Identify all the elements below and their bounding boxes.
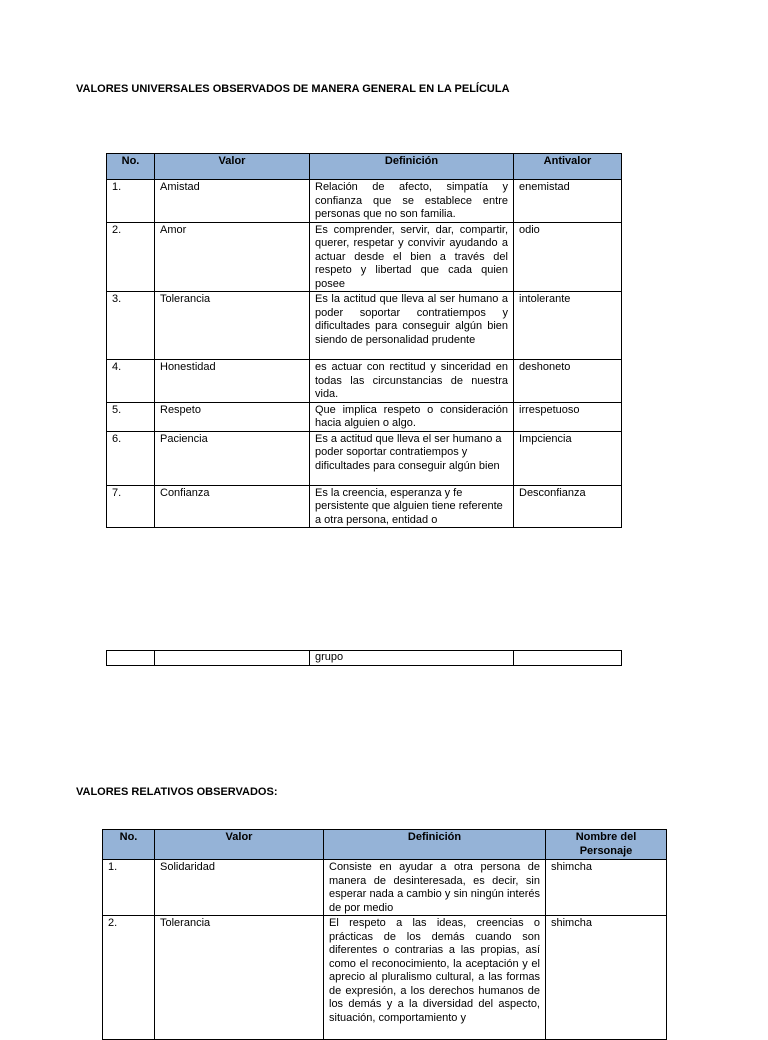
cell-no: [107, 651, 155, 666]
table-row: [107, 485, 622, 528]
cell-no: 7.: [107, 485, 155, 528]
universal-values-table-continuation: [106, 650, 622, 666]
table-header-row: [107, 154, 622, 180]
cell-valor: [155, 651, 310, 666]
cell-no: 1.: [103, 860, 155, 916]
section1-title: VALORES UNIVERSALES OBSERVADOS DE MANERA GENERAL EN LA PELÍCULA: [76, 83, 510, 95]
cell-no: 2.: [103, 916, 155, 1040]
header-antivalor: Antivalor: [514, 154, 622, 180]
cell-definicion: Consiste en ayudar a otra persona de manera de desinteresada, es decir, sin esperar nada a cambio y sin ningún interés de por medio: [324, 860, 546, 916]
cell-definicion: grupo: [310, 651, 514, 666]
relative-values-table: [102, 829, 667, 1040]
cell-antivalor: enemistad: [514, 180, 622, 223]
cell-valor: Paciencia: [155, 431, 310, 485]
header-valor: Valor: [155, 830, 324, 860]
table-header-row: [103, 830, 667, 860]
cell-valor: Tolerancia: [155, 916, 324, 1040]
table-row: [107, 651, 622, 666]
table-row: [107, 292, 622, 360]
cell-valor: Tolerancia: [155, 292, 310, 360]
cell-definicion: Que implica respeto o consideración hacia alguien o algo.: [310, 402, 514, 431]
cell-antivalor: deshoneto: [514, 360, 622, 403]
cell-antivalor: intolerante: [514, 292, 622, 360]
header-definicion: Definición: [310, 154, 514, 180]
cell-antivalor: irrespetuoso: [514, 402, 622, 431]
header-definicion: Definición: [324, 830, 546, 860]
cell-antivalor: [514, 651, 622, 666]
cell-antivalor: Desconfianza: [514, 485, 622, 528]
table-row: [103, 916, 667, 1040]
cell-valor: Amor: [155, 222, 310, 292]
table-row: [107, 222, 622, 292]
cell-no: 5.: [107, 402, 155, 431]
table-row: [107, 402, 622, 431]
cell-definicion: es actuar con rectitud y sinceridad en todas las circunstancias de nuestra vida.: [310, 360, 514, 403]
header-valor: Valor: [155, 154, 310, 180]
cell-definicion: Es la actitud que lleva al ser humano a poder soportar contratiempos y dificultades para conseguir algún bien siendo de personalidad prudente: [310, 292, 514, 360]
section2-title: VALORES RELATIVOS OBSERVADOS:: [76, 786, 278, 798]
cell-no: 6.: [107, 431, 155, 485]
cell-definicion: Relación de afecto, simpatía y confianza que se establece entre personas que no son familia.: [310, 180, 514, 223]
cell-no: 1.: [107, 180, 155, 223]
table-row: [107, 431, 622, 485]
cell-no: 2.: [107, 222, 155, 292]
cell-no: 4.: [107, 360, 155, 403]
header-no: No.: [107, 154, 155, 180]
cell-antivalor: odio: [514, 222, 622, 292]
cell-valor: Amistad: [155, 180, 310, 223]
cell-valor: Honestidad: [155, 360, 310, 403]
cell-antivalor: Impciencia: [514, 431, 622, 485]
header-no: No.: [103, 830, 155, 860]
cell-personaje: shimcha: [546, 860, 667, 916]
table-row: [107, 180, 622, 223]
cell-valor: Solidaridad: [155, 860, 324, 916]
cell-definicion: Es comprender, servir, dar, compartir, querer, respetar y convivir ayudando a actuar desde el bien a través del respeto y libertad que cada quien posee: [310, 222, 514, 292]
cell-definicion: Es la creencia, esperanza y fe persistente que alguien tiene referente a otra persona, entidad o: [310, 485, 514, 528]
table-row: [103, 860, 667, 916]
cell-valor: Confianza: [155, 485, 310, 528]
cell-valor: Respeto: [155, 402, 310, 431]
cell-no: 3.: [107, 292, 155, 360]
table-row: [107, 360, 622, 403]
cell-personaje: shimcha: [546, 916, 667, 1040]
universal-values-table: [106, 153, 622, 528]
cell-definicion: Es a actitud que lleva el ser humano a poder soportar contratiempos y dificultades para conseguir algún bien: [310, 431, 514, 485]
header-personaje: Nombre del Personaje: [546, 830, 667, 860]
cell-definicion: El respeto a las ideas, creencias o prácticas de los demás cuando son diferentes o contrarias a las propias, así como el reconocimiento, la aceptación y el aprecio al pluralismo cultural, a las formas de expresión, a los derechos humanos de los demás y a la diversidad del aspecto, situación, comportamiento y: [324, 916, 546, 1040]
